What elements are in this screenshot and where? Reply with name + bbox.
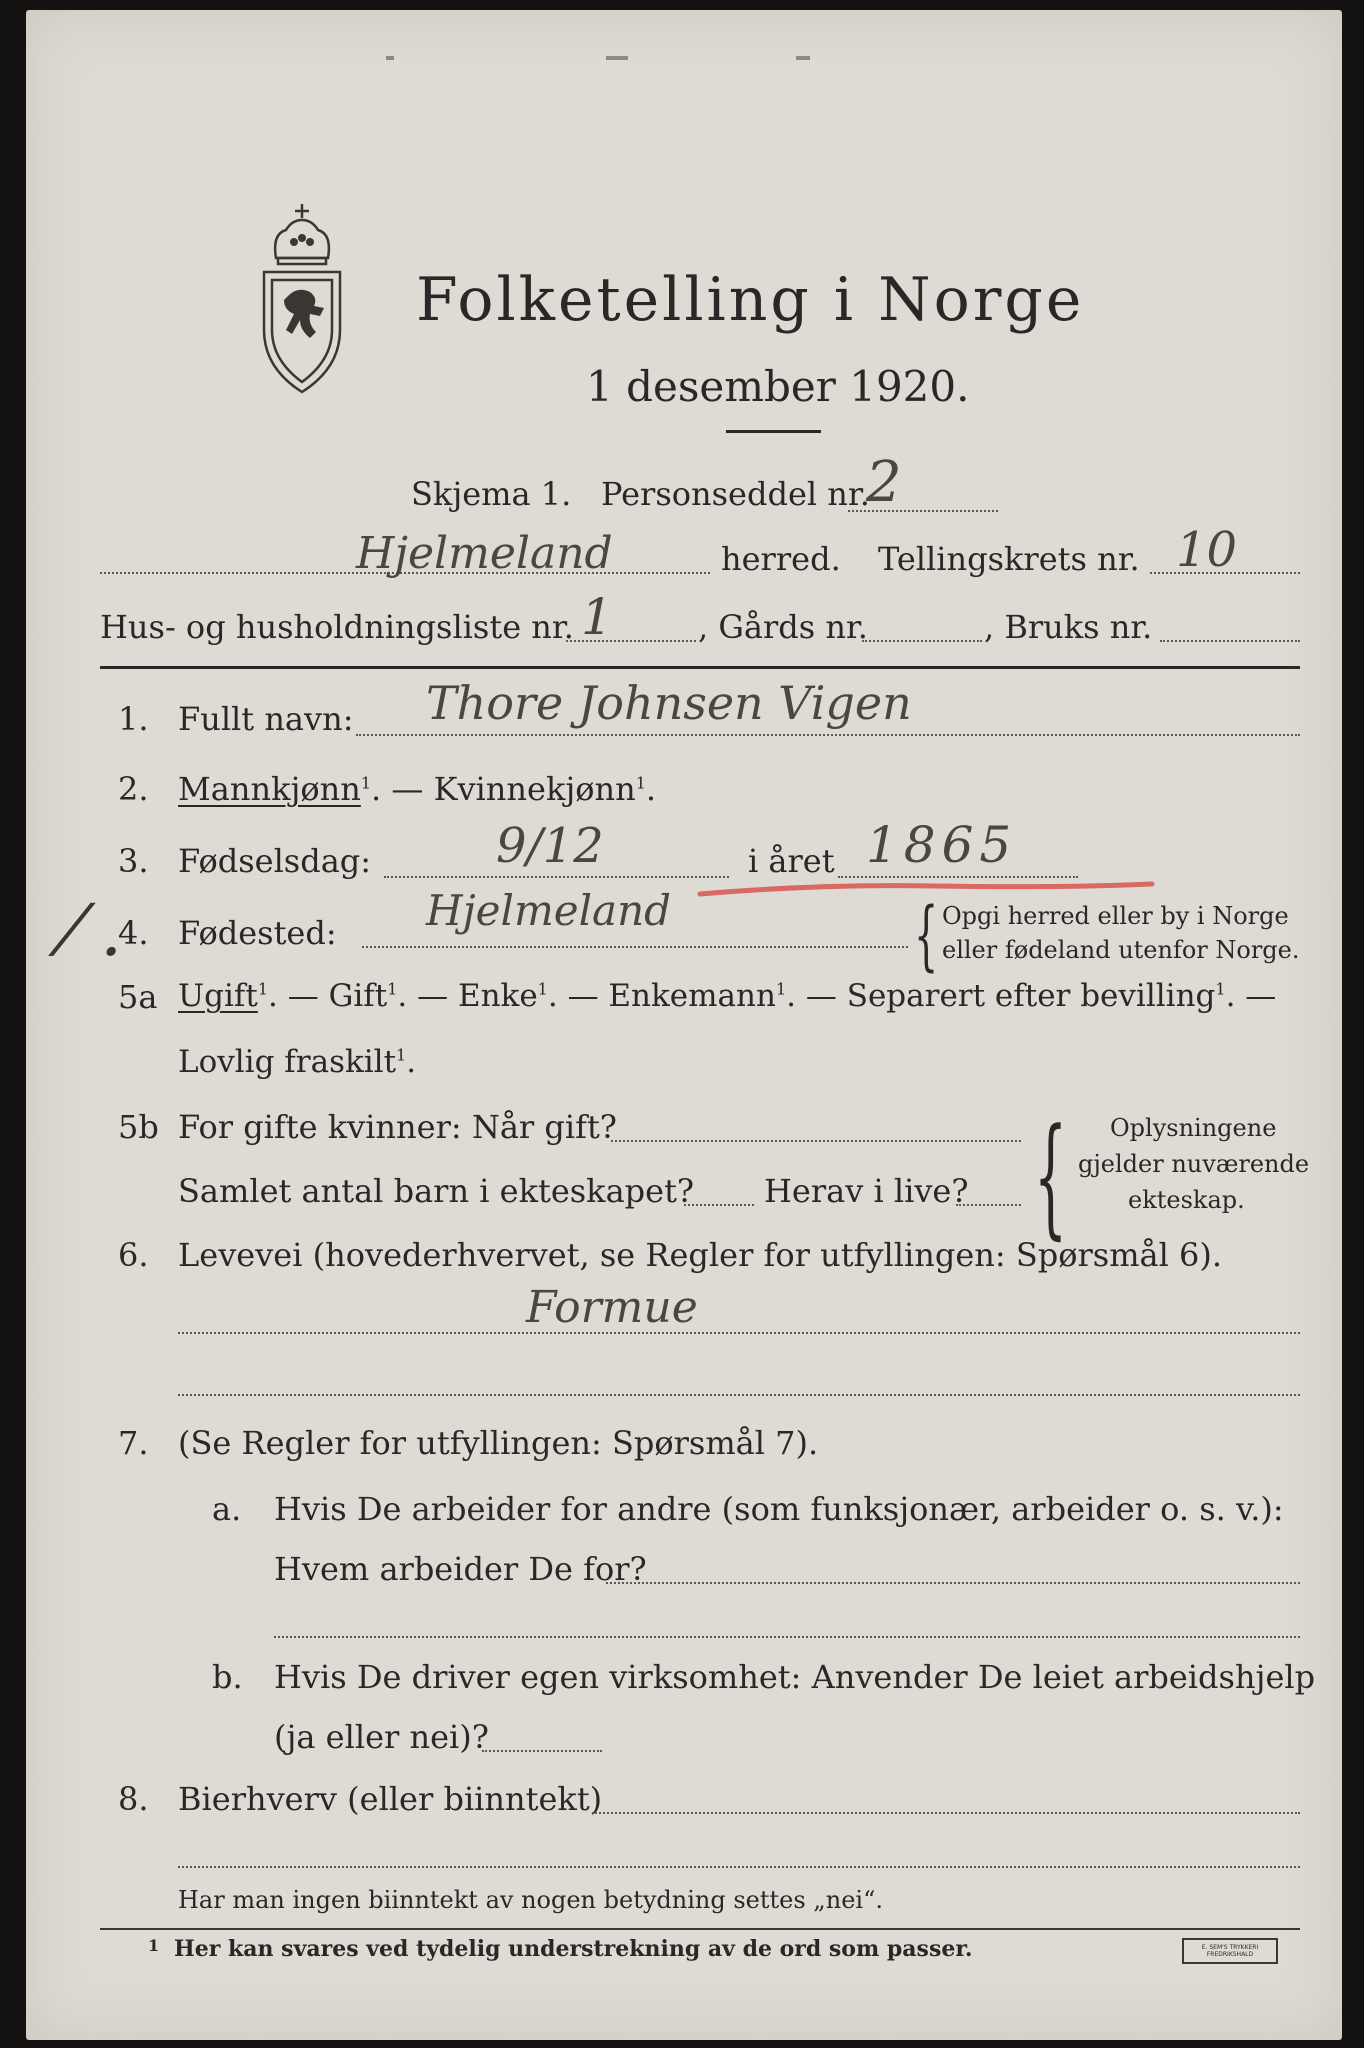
q4-number: 4. [118,914,149,952]
sex-option-male[interactable]: Mannkjønn [178,770,361,808]
q3-year-label: i året [748,842,835,880]
birth-year-value[interactable]: 1865 [866,816,1018,874]
q7b-line [482,1750,602,1752]
q7b-sub-label: (ja eller nei)? [274,1718,489,1756]
birthplace-value[interactable]: Hjelmeland [426,886,672,935]
title-rule [726,430,821,433]
q5b-note-line3: ekteskap. [1128,1186,1245,1214]
q5a-sup-3: 1 [537,979,548,999]
q5a-dash-3: . — [547,978,609,1014]
q5a-sup-2: 1 [387,979,398,999]
footnote-text: Her kan svares ved tydelig understrekning av de ord som passer. [174,1936,973,1962]
civil-status-fraskilt[interactable]: Lovlig fraskilt [178,1044,397,1080]
q8-label: Bierhverv (eller biinntekt) [178,1780,603,1818]
form-title: Folketelling i Norge [416,265,1085,335]
q1-number: 1. [118,700,149,738]
q5b-label1: For gifte kvinner: Når gift? [178,1108,617,1146]
bruks-label: , Bruks nr. [984,608,1153,646]
full-name-value[interactable]: Thore Johnsen Vigen [426,676,912,730]
form-date: 1 desember 1920. [586,362,970,411]
q5b-number: 5b [118,1108,159,1146]
q5a-dash-5: . — [1225,978,1277,1014]
civil-status-gift[interactable]: Gift [328,978,388,1014]
q2-sup-2: 1 [635,773,646,793]
q7a-number: a. [212,1490,242,1528]
skjema-label: Skjema 1. [411,475,572,513]
tellingskrets-value[interactable]: 10 [1176,522,1238,578]
q5b-brace: { [1034,1100,1068,1252]
husholdning-value[interactable]: 1 [581,588,613,646]
q8-number: 8. [118,1780,149,1818]
q1-line [356,734,1300,736]
q5a-options [178,978,1276,1014]
herred-label: herred. [721,540,841,578]
footnote-divider [100,1928,1300,1930]
occupation-value[interactable]: Formue [526,1282,698,1333]
sex-option-female[interactable]: Kvinnekjønn [433,770,636,808]
q6-line1 [178,1332,1300,1334]
q4-line [362,946,908,948]
q7-label: (Se Regler for utfyllingen: Spørsmål 7). [178,1424,819,1462]
q4-note-line2: eller fødeland utenfor Norge. [942,936,1300,964]
q3-date-line [384,876,729,878]
tellingskrets-label: Tellingskrets nr. [878,540,1140,578]
q6-number: 6. [118,1236,149,1274]
printer-stamp-text: E. SEM'S TRYKKERI FREDRIKSHALD [1201,1944,1259,1958]
civil-status-enke[interactable]: Enke [457,978,538,1014]
personseddel-label: Personseddel nr. [601,475,870,513]
q5b-label3: Herav i live? [764,1172,969,1210]
q5a-sup-6: 1 [396,1045,407,1065]
top-stray-marks [386,56,806,62]
civil-status-separert[interactable]: Separert efter bevilling [846,978,1216,1014]
q2-sep: . — [371,770,434,808]
header-divider [100,666,1300,669]
q5b-note-line2: gjelder nuværende [1078,1150,1310,1178]
census-form-page [26,10,1342,2040]
herred-value[interactable]: Hjelmeland [356,528,613,579]
q5b-line1 [611,1140,1021,1142]
q2-sup-1: 1 [360,773,372,793]
printer-stamp [1182,1938,1278,1964]
q7a-sub-label: Hvem arbeider De for? [274,1550,647,1588]
q7a-line1 [606,1582,1300,1584]
q5a-number: 5a [118,978,158,1016]
q5b-line2 [684,1204,754,1206]
birth-date-value[interactable]: 9/12 [496,818,604,874]
no-income-note: Har man ingen biinntekt av nogen betydning settes „nei“. [178,1886,883,1914]
q5b-label2: Samlet antal barn i ekteskapet? [178,1172,695,1210]
q6-label: Levevei (hovederhvervet, se Regler for utfyllingen: Spørsmål 6). [178,1236,1223,1274]
civil-status-ugift[interactable]: Ugift [178,978,258,1014]
husholdning-label: Hus- og husholdningsliste nr. [100,608,574,646]
q8-line1 [592,1812,1300,1814]
q2-end: . [645,770,657,808]
q5a-dash-1: . — [268,978,329,1014]
q3-label: Fødselsdag: [178,842,372,880]
q7a-line2 [274,1636,1300,1638]
q5a-dash-4: . — [786,978,847,1014]
q5a-end: . [406,1044,417,1080]
q7b-number: b. [212,1658,243,1696]
personseddel-value[interactable]: 2 [866,450,902,515]
q4-brace: { [914,890,939,979]
q5a-dash-2: . — [397,978,458,1014]
q4-label: Fødested: [178,914,337,952]
q5a-sup-4: 1 [775,979,787,999]
q3-number: 3. [118,842,149,880]
q7b-label: Hvis De driver egen virksomhet: Anvender De leiet arbeidshjelp [274,1658,1316,1696]
q1-label: Fullt navn: [178,700,354,738]
footnote-mark: 1 [148,1936,160,1955]
gards-line [862,640,982,642]
q7-number: 7. [118,1424,149,1462]
q4-note-line1: Opgi herred eller by i Norge [942,902,1289,930]
q5a-options-line2 [178,1044,416,1080]
q5a-sup-5: 1 [1215,979,1226,999]
q6-line2 [178,1394,1300,1396]
civil-status-enkemann[interactable]: Enkemann [608,978,776,1014]
q5a-sup-1: 1 [257,979,269,999]
q8-line2 [178,1866,1300,1868]
q5b-note-line1: Oplysningene [1110,1114,1277,1142]
q2-options [178,770,656,808]
gards-label: , Gårds nr. [698,608,868,646]
q2-number: 2. [118,770,149,808]
q5b-line3 [956,1204,1021,1206]
margin-check-mark: ⁄ . [66,890,123,972]
coat-of-arms-icon [254,200,350,400]
q7a-label: Hvis De arbeider for andre (som funksjonær, arbeider o. s. v.): [274,1490,1284,1528]
bruks-line [1160,640,1300,642]
